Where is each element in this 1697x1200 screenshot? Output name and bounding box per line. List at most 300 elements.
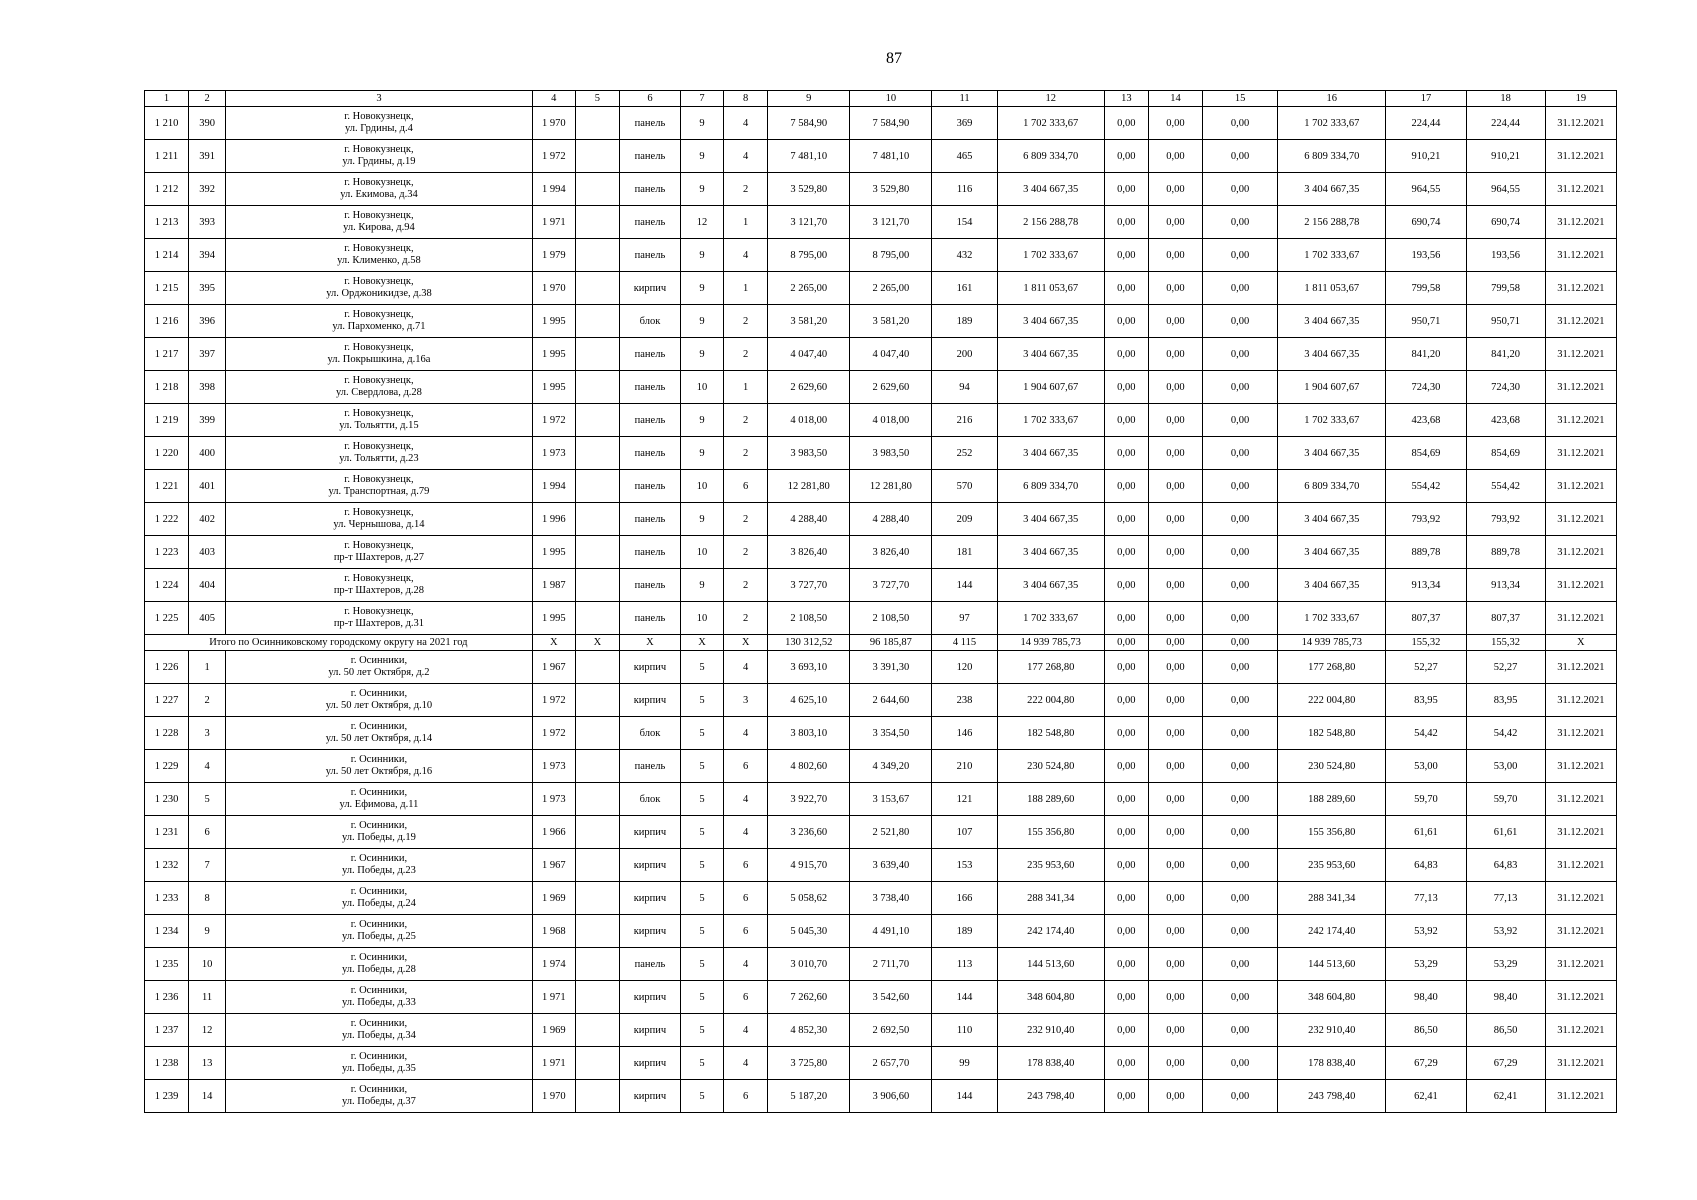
table-cell: 31.12.2021: [1545, 272, 1616, 305]
table-cell: 86,50: [1386, 1014, 1466, 1047]
table-cell: 144 513,60: [1278, 948, 1386, 981]
table-cell: 110: [932, 1014, 997, 1047]
table-cell: 0,00: [1203, 173, 1278, 206]
table-cell: 2 156 288,78: [997, 206, 1104, 239]
table-cell: 3 727,70: [768, 569, 850, 602]
table-cell: 0,00: [1148, 849, 1202, 882]
cell-row-number: 1 227: [145, 684, 189, 717]
table-cell: 77,13: [1386, 882, 1466, 915]
table-cell: 31.12.2021: [1545, 140, 1616, 173]
cell-address: [226, 717, 533, 750]
table-cell: 2 265,00: [850, 272, 932, 305]
table-cell: 182 548,80: [997, 717, 1104, 750]
table-cell: 1 970: [532, 107, 575, 140]
table-cell: 9: [681, 569, 724, 602]
table-cell: 6 809 334,70: [997, 470, 1104, 503]
table-cell: 0,00: [1148, 948, 1202, 981]
table-cell: 7 584,90: [768, 107, 850, 140]
column-header: 19: [1545, 91, 1616, 107]
address-city: г. Осинники,: [350, 1051, 408, 1062]
subtotal-cell: 0,00: [1104, 635, 1148, 651]
table-cell: 0,00: [1104, 206, 1148, 239]
table-row: [145, 107, 1617, 140]
table-row: [145, 437, 1617, 470]
table-cell: 2: [724, 536, 768, 569]
address-city: г. Осинники,: [350, 655, 408, 666]
column-header: 9: [768, 91, 850, 107]
cell-address: [226, 1014, 533, 1047]
subtotal-cell: 0,00: [1203, 635, 1278, 651]
table-cell: 6: [724, 750, 768, 783]
table-cell: 232 910,40: [1278, 1014, 1386, 1047]
table-cell: 31.12.2021: [1545, 948, 1616, 981]
table-cell: 2: [724, 437, 768, 470]
table-cell: 6: [724, 882, 768, 915]
table-cell: 4 915,70: [768, 849, 850, 882]
table-cell: 0,00: [1203, 1047, 1278, 1080]
table-cell: панель: [619, 371, 680, 404]
table-cell: 910,21: [1466, 140, 1545, 173]
table-cell: 243 798,40: [1278, 1080, 1386, 1113]
table-cell: 854,69: [1466, 437, 1545, 470]
table-cell: 153: [932, 849, 997, 882]
table-cell: 216: [932, 404, 997, 437]
table-cell: 1 811 053,67: [997, 272, 1104, 305]
housing-registry-table: [144, 90, 1617, 1113]
table-cell: 369: [932, 107, 997, 140]
table-cell: 222 004,80: [997, 684, 1104, 717]
table-cell: 0,00: [1203, 602, 1278, 635]
cell-local-number: 391: [189, 140, 226, 173]
table-cell: 3 738,40: [850, 882, 932, 915]
table-cell: 0,00: [1203, 107, 1278, 140]
table-cell: [575, 1047, 619, 1080]
table-row: [145, 1014, 1617, 1047]
table-cell: 107: [932, 816, 997, 849]
table-cell: 1: [724, 206, 768, 239]
table-cell: 0,00: [1104, 1014, 1148, 1047]
table-cell: 31.12.2021: [1545, 107, 1616, 140]
subtotal-cell: 96 185,87: [850, 635, 932, 651]
table-cell: 0,00: [1104, 470, 1148, 503]
table-cell: 854,69: [1386, 437, 1466, 470]
table-cell: 0,00: [1203, 206, 1278, 239]
table-cell: 232 910,40: [997, 1014, 1104, 1047]
table-cell: 807,37: [1466, 602, 1545, 635]
table-cell: 0,00: [1203, 338, 1278, 371]
table-cell: 950,71: [1386, 305, 1466, 338]
cell-local-number: 6: [189, 816, 226, 849]
cell-address: [226, 602, 533, 635]
table-cell: 1 995: [532, 602, 575, 635]
table-cell: 238: [932, 684, 997, 717]
cell-local-number: 397: [189, 338, 226, 371]
table-row: [145, 915, 1617, 948]
table-cell: 1 973: [532, 437, 575, 470]
table-cell: панель: [619, 470, 680, 503]
subtotal-cell: X: [619, 635, 680, 651]
cell-local-number: 404: [189, 569, 226, 602]
table-cell: 0,00: [1148, 602, 1202, 635]
table-cell: 0,00: [1104, 651, 1148, 684]
table-cell: 0,00: [1148, 206, 1202, 239]
table-cell: кирпич: [619, 882, 680, 915]
table-cell: [575, 651, 619, 684]
table-cell: 3 906,60: [850, 1080, 932, 1113]
table-cell: 950,71: [1466, 305, 1545, 338]
table-cell: 432: [932, 239, 997, 272]
table-cell: [575, 849, 619, 882]
table-cell: 0,00: [1104, 816, 1148, 849]
table-cell: блок: [619, 305, 680, 338]
address-street: ул. Победы, д.28: [341, 964, 416, 975]
cell-local-number: 8: [189, 882, 226, 915]
table-cell: 1 702 333,67: [1278, 107, 1386, 140]
table-cell: 0,00: [1104, 684, 1148, 717]
table-row: [145, 684, 1617, 717]
table-cell: 2 265,00: [768, 272, 850, 305]
table-cell: 31.12.2021: [1545, 338, 1616, 371]
address-street: ул. Победы, д.24: [341, 898, 416, 909]
column-header: 7: [681, 91, 724, 107]
table-cell: 3 581,20: [850, 305, 932, 338]
table-cell: [575, 816, 619, 849]
table-cell: 288 341,34: [997, 882, 1104, 915]
table-cell: 0,00: [1104, 536, 1148, 569]
table-row: [145, 651, 1617, 684]
table-cell: 4: [724, 651, 768, 684]
table-cell: 0,00: [1148, 651, 1202, 684]
table-cell: 3 826,40: [850, 536, 932, 569]
address-city: г. Осинники,: [350, 688, 408, 699]
table-cell: 1: [724, 371, 768, 404]
table-cell: 83,95: [1466, 684, 1545, 717]
table-cell: 0,00: [1104, 437, 1148, 470]
table-cell: 9: [681, 239, 724, 272]
table-cell: 31.12.2021: [1545, 404, 1616, 437]
table-cell: 193,56: [1386, 239, 1466, 272]
table-cell: [575, 569, 619, 602]
table-cell: [575, 404, 619, 437]
table-cell: 423,68: [1386, 404, 1466, 437]
table-cell: блок: [619, 783, 680, 816]
table-cell: 4: [724, 1014, 768, 1047]
cell-address: [226, 849, 533, 882]
cell-row-number: 1 210: [145, 107, 189, 140]
table-cell: 0,00: [1203, 272, 1278, 305]
table-cell: 0,00: [1148, 305, 1202, 338]
address-city: г. Осинники,: [350, 919, 408, 930]
table-cell: 243 798,40: [997, 1080, 1104, 1113]
subtotal-cell: 130 312,52: [768, 635, 850, 651]
table-cell: [575, 915, 619, 948]
table-cell: 348 604,80: [1278, 981, 1386, 1014]
table-cell: 0,00: [1104, 981, 1148, 1014]
table-cell: 0,00: [1203, 816, 1278, 849]
table-cell: 3 529,80: [768, 173, 850, 206]
table-cell: 3 922,70: [768, 783, 850, 816]
table-cell: 113: [932, 948, 997, 981]
table-cell: 0,00: [1104, 1080, 1148, 1113]
table-cell: 3 727,70: [850, 569, 932, 602]
cell-address: [226, 816, 533, 849]
table-cell: 3 010,70: [768, 948, 850, 981]
address-city: г. Новокузнецк,: [344, 408, 414, 419]
table-cell: 1 996: [532, 503, 575, 536]
table-cell: 3 404 667,35: [997, 437, 1104, 470]
address-city: г. Новокузнецк,: [344, 210, 414, 221]
table-cell: 0,00: [1148, 684, 1202, 717]
cell-local-number: 10: [189, 948, 226, 981]
table-cell: 144: [932, 569, 997, 602]
table-cell: 10: [681, 602, 724, 635]
table-cell: 1 904 607,67: [1278, 371, 1386, 404]
address-street: ул. Чернышова, д.14: [333, 519, 425, 530]
address-street: ул. Тольятти, д.15: [339, 420, 419, 431]
cell-row-number: 1 229: [145, 750, 189, 783]
table-cell: 252: [932, 437, 997, 470]
column-header: 11: [932, 91, 997, 107]
table-cell: 2 644,60: [850, 684, 932, 717]
table-cell: 7 262,60: [768, 981, 850, 1014]
address-city: г. Осинники,: [350, 886, 408, 897]
table-cell: 31.12.2021: [1545, 783, 1616, 816]
table-cell: 9: [681, 272, 724, 305]
table-cell: панель: [619, 437, 680, 470]
table-cell: 1 987: [532, 569, 575, 602]
table-cell: 9: [681, 107, 724, 140]
cell-local-number: 402: [189, 503, 226, 536]
subtotal-label: Итого по Осинниковскому городскому округу на 2021 год: [145, 635, 533, 651]
table-cell: 1 995: [532, 338, 575, 371]
table-cell: 423,68: [1466, 404, 1545, 437]
table-cell: панель: [619, 404, 680, 437]
table-cell: 0,00: [1203, 717, 1278, 750]
table-row: [145, 173, 1617, 206]
cell-address: [226, 684, 533, 717]
subtotal-cell: 14 939 785,73: [997, 635, 1104, 651]
table-cell: 1 969: [532, 882, 575, 915]
cell-row-number: 1 230: [145, 783, 189, 816]
cell-local-number: 394: [189, 239, 226, 272]
table-cell: 0,00: [1203, 750, 1278, 783]
table-cell: 0,00: [1148, 816, 1202, 849]
table-cell: 5: [681, 1080, 724, 1113]
cell-row-number: 1 232: [145, 849, 189, 882]
table-cell: 188 289,60: [997, 783, 1104, 816]
table-cell: 465: [932, 140, 997, 173]
cell-local-number: 14: [189, 1080, 226, 1113]
address-street: пр-т Шахтеров, д.28: [333, 585, 425, 596]
cell-address: [226, 272, 533, 305]
address-street: ул. Екимова, д.34: [340, 189, 418, 200]
column-header: 14: [1148, 91, 1202, 107]
table-cell: 2 692,50: [850, 1014, 932, 1047]
cell-row-number: 1 228: [145, 717, 189, 750]
table-cell: панель: [619, 503, 680, 536]
table-cell: 0,00: [1148, 371, 1202, 404]
address-street: ул. Транспортная, д.79: [328, 486, 430, 497]
table-row: [145, 717, 1617, 750]
table-cell: 6: [724, 1080, 768, 1113]
table-cell: 53,29: [1386, 948, 1466, 981]
column-header: 6: [619, 91, 680, 107]
table-row: [145, 536, 1617, 569]
table-cell: 5: [681, 1047, 724, 1080]
table-cell: 0,00: [1148, 1047, 1202, 1080]
cell-local-number: 398: [189, 371, 226, 404]
cell-row-number: 1 238: [145, 1047, 189, 1080]
address-street: ул. Пархоменко, д.71: [332, 321, 426, 332]
table-cell: 793,92: [1386, 503, 1466, 536]
table-cell: 0,00: [1104, 107, 1148, 140]
address-street: ул. Покрышкина, д.16а: [327, 354, 431, 365]
address-city: г. Новокузнецк,: [344, 606, 414, 617]
column-header: 4: [532, 91, 575, 107]
table-cell: 1 969: [532, 1014, 575, 1047]
table-cell: 3 404 667,35: [1278, 503, 1386, 536]
column-header-row: [145, 91, 1617, 107]
table-cell: 53,00: [1466, 750, 1545, 783]
table-cell: 6 809 334,70: [997, 140, 1104, 173]
cell-row-number: 1 236: [145, 981, 189, 1014]
table-cell: 0,00: [1203, 783, 1278, 816]
table-cell: 1 974: [532, 948, 575, 981]
cell-local-number: 1: [189, 651, 226, 684]
table-cell: 146: [932, 717, 997, 750]
table-cell: 0,00: [1104, 783, 1148, 816]
table-cell: 5: [681, 915, 724, 948]
table-cell: 9: [681, 338, 724, 371]
table-cell: 5 045,30: [768, 915, 850, 948]
table-cell: 6: [724, 981, 768, 1014]
cell-local-number: 7: [189, 849, 226, 882]
table-cell: 2 156 288,78: [1278, 206, 1386, 239]
table-cell: 0,00: [1104, 239, 1148, 272]
subtotal-row: [145, 635, 1617, 651]
table-cell: 64,83: [1386, 849, 1466, 882]
table-cell: 154: [932, 206, 997, 239]
column-header: 18: [1466, 91, 1545, 107]
table-cell: 1 967: [532, 651, 575, 684]
cell-local-number: 4: [189, 750, 226, 783]
table-cell: 4 349,20: [850, 750, 932, 783]
table-cell: 1 702 333,67: [997, 107, 1104, 140]
table-cell: 5: [681, 783, 724, 816]
table-cell: 910,21: [1386, 140, 1466, 173]
table-cell: панель: [619, 750, 680, 783]
table-cell: 1 811 053,67: [1278, 272, 1386, 305]
address-city: г. Осинники,: [350, 721, 408, 732]
subtotal-cell: 0,00: [1148, 635, 1202, 651]
table-row: [145, 338, 1617, 371]
table-cell: 144 513,60: [997, 948, 1104, 981]
table-row: [145, 272, 1617, 305]
table-cell: 3 404 667,35: [997, 305, 1104, 338]
table-cell: 0,00: [1203, 981, 1278, 1014]
cell-address: [226, 470, 533, 503]
address-street: ул. Победы, д.33: [341, 997, 416, 1008]
table-cell: кирпич: [619, 684, 680, 717]
table-cell: 0,00: [1104, 717, 1148, 750]
table-cell: 5: [681, 948, 724, 981]
table-cell: 1 702 333,67: [1278, 404, 1386, 437]
cell-row-number: 1 233: [145, 882, 189, 915]
table-cell: 2 629,60: [850, 371, 932, 404]
table-cell: 7 481,10: [850, 140, 932, 173]
cell-address: [226, 1080, 533, 1113]
table-cell: 0,00: [1203, 371, 1278, 404]
table-cell: 0,00: [1104, 173, 1148, 206]
table-cell: 3 639,40: [850, 849, 932, 882]
table-cell: 3 725,80: [768, 1047, 850, 1080]
table-cell: 6: [724, 470, 768, 503]
table-cell: 4: [724, 1047, 768, 1080]
table-cell: 116: [932, 173, 997, 206]
cell-address: [226, 338, 533, 371]
table-row: [145, 981, 1617, 1014]
table-cell: 0,00: [1203, 849, 1278, 882]
table-cell: 94: [932, 371, 997, 404]
table-cell: кирпич: [619, 1014, 680, 1047]
table-cell: 31.12.2021: [1545, 1047, 1616, 1080]
table-cell: 31.12.2021: [1545, 503, 1616, 536]
table-cell: 0,00: [1203, 684, 1278, 717]
cell-row-number: 1 225: [145, 602, 189, 635]
table-cell: 31.12.2021: [1545, 569, 1616, 602]
address-street: ул. 50 лет Октября, д.2: [328, 667, 430, 678]
cell-row-number: 1 239: [145, 1080, 189, 1113]
address-city: г. Новокузнецк,: [344, 540, 414, 551]
address-street: пр-т Шахтеров, д.31: [333, 618, 425, 629]
table-cell: 554,42: [1466, 470, 1545, 503]
table-cell: 841,20: [1386, 338, 1466, 371]
table-cell: 841,20: [1466, 338, 1545, 371]
table-cell: 0,00: [1148, 470, 1202, 503]
table-cell: 1 966: [532, 816, 575, 849]
table-cell: 3 153,67: [850, 783, 932, 816]
table-cell: 1 972: [532, 140, 575, 173]
table-cell: 3 529,80: [850, 173, 932, 206]
table-cell: кирпич: [619, 915, 680, 948]
table-cell: 6: [724, 849, 768, 882]
table-cell: 4 802,60: [768, 750, 850, 783]
table-cell: [575, 948, 619, 981]
cell-local-number: 9: [189, 915, 226, 948]
subtotal-cell: 4 115: [932, 635, 997, 651]
cell-row-number: 1 234: [145, 915, 189, 948]
table-cell: 31.12.2021: [1545, 750, 1616, 783]
table-cell: 2 629,60: [768, 371, 850, 404]
table-cell: 31.12.2021: [1545, 849, 1616, 882]
table-cell: 177 268,80: [997, 651, 1104, 684]
table-cell: 121: [932, 783, 997, 816]
table-cell: 86,50: [1466, 1014, 1545, 1047]
address-street: ул. Победы, д.35: [341, 1063, 416, 1074]
table-cell: 799,58: [1386, 272, 1466, 305]
table-cell: 0,00: [1203, 437, 1278, 470]
table-cell: 0,00: [1104, 1047, 1148, 1080]
table-cell: 554,42: [1386, 470, 1466, 503]
table-cell: 0,00: [1104, 569, 1148, 602]
cell-row-number: 1 223: [145, 536, 189, 569]
address-street: ул. Кирова, д.94: [343, 222, 415, 233]
table-cell: 690,74: [1466, 206, 1545, 239]
table-cell: 193,56: [1466, 239, 1545, 272]
table-cell: 31.12.2021: [1545, 437, 1616, 470]
subtotal-cell: 155,32: [1466, 635, 1545, 651]
column-header: 1: [145, 91, 189, 107]
